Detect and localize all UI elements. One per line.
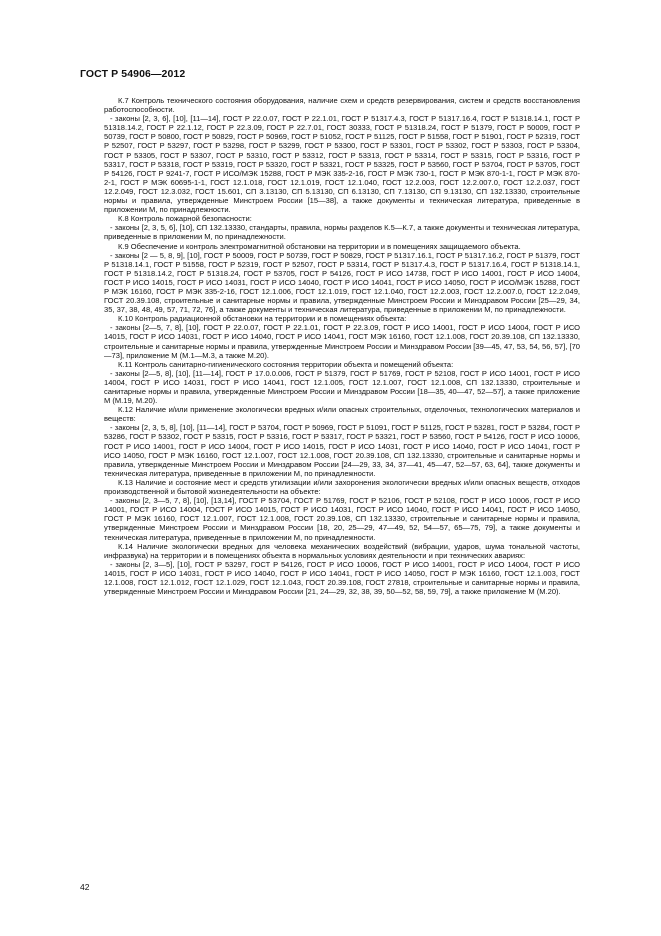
paragraph-k8-body: - законы [2, 3, 5, 6], [10], СП 132.13330, стандарты, правила, нормы разделов К.5—К.7, а также документы и техническая литература, приведенные в приложении М, по принадлежности. xyxy=(104,223,580,242)
page-number: 42 xyxy=(80,882,90,892)
paragraph-k10-title: К.10 Контроль радиационной обстановки на территории и в помещениях объекта: xyxy=(118,314,407,324)
document-header: ГОСТ Р 54906—2012 xyxy=(80,68,186,80)
paragraph-k7-title: К.7 Контроль технического состояния оборудования, наличие схем и средств резервирования, систем и средств восстановления работоспособности. xyxy=(104,96,580,115)
paragraph-k9-body: - законы [2 — 5, 8, 9], [10], ГОСТ Р 50009, ГОСТ Р 50739, ГОСТ Р 50829, ГОСТ Р 51317.16.1, ГОСТ Р 51317.16.2, ГОСТ Р 51379, ГОСТ Р 51318.14.1, ГОСТ Р 51558, ГОСТ Р 52319, ГОСТ Р 52507, ГОСТ Р 53314, ГОСТ Р 51317.4.3, ГОСТ Р 51317.16.4, ГОСТ Р 51318.14.1, ГОСТ Р 51318.14.2, ГОСТ Р 51318.24, ГОСТ Р 53705, ГОСТ Р 54126, ГОСТ Р ИСО 14738, ГОСТ Р ИСО 14001, ГОСТ Р ИСО 14004, ГОСТ Р ИСО 14015, ГОСТ Р ИСО 14031, ГОСТ Р ИСО 14040, ГОСТ Р ИСО 14041, ГОСТ Р ИСО 14050, ГОСТ Р ИСО/МЭК 15288, ГОСТ Р МЭК 16160, ГОСТ Р МЭК 335-2-16, ГОСТ 12.1.006, ГОСТ 12.1.019, ГОСТ 12.1.040, ГОСТ 12.2.003, ГОСТ 12.2.007.0, ГОСТ 12.2.049, ГОСТ 20.39.108, строительные и санитарные нормы и правила, утвержденные Минстроем России и Минздравом России [25—29, 34, 35, 37, 38, 48, 49, 57, 71, 72, 76], а также документы и техническая литература, приведенные в приложении М, по принадлежности. xyxy=(104,250,580,315)
paragraph-k12-body: - законы [2, 3, 5, 8], [10], [11—14], ГОСТ Р 53704, ГОСТ Р 50969, ГОСТ Р 51091, ГОСТ Р 51125, ГОСТ Р 53281, ГОСТ Р 53284, ГОСТ Р 53286, ГОСТ Р 53302, ГОСТ Р 53315, ГОСТ Р 53316, ГОСТ Р 53317, ГОСТ Р 53321, ГОСТ Р 53560, ГОСТ Р 54126, ГОСТ Р ИСО 10006, ГОСТ Р ИСО 14001, ГОСТ Р ИСО 14004, ГОСТ Р ИСО 14015, ГОСТ Р ИСО 14031, ГОСТ Р ИСО 14040, ГОСТ Р ИСО 14041, ГОСТ Р ИСО 14050, ГОСТ Р МЭК 16160, ГОСТ 12.1.007, ГОСТ 12.1.008, ГОСТ 20.39.108, СП 132.13330, строительные и санитарные нормы и правила, утвержденные Минстроем России и Минздравом России [24—29, 33, 34, 37—41, 45—47, 52—57, 63, 64], также документы и техническая литература, приведенные в приложении М, по принадлежности. xyxy=(104,423,580,478)
paragraph-k14-body: - законы [2, 3—5], [10], ГОСТ Р 53297, ГОСТ Р 54126, ГОСТ Р ИСО 10006, ГОСТ Р ИСО 14001, ГОСТ Р ИСО 14004, ГОСТ Р ИСО 14015, ГОСТ Р ИСО 14031, ГОСТ Р ИСО 14040, ГОСТ Р ИСО 14041, ГОСТ Р ИСО 14050, ГОСТ Р МЭК 16160, ГОСТ 12.1.003, ГОСТ 12.1.008, ГОСТ 12.1.012, ГОСТ 12.1.029, ГОСТ 12.1.043, ГОСТ 20.39.108, ГОСТ 27818, строительные и санитарные нормы и правила, утвержденные Минстроем России и Минздравом России [21, 24—29, 32, 38, 39, 50—52, 58, 59, 79], а также приложение М (М.20). xyxy=(104,559,580,597)
paragraph-k9-title: К.9 Обеспечение и контроль электромагнитной обстановки на территории и в помещениях защищаемого объекта. xyxy=(118,241,521,251)
paragraph-k13-body: - законы [2, 3—5, 7, 8], [10], [13,14], ГОСТ Р 53704, ГОСТ Р 51769, ГОСТ Р 52106, ГОСТ Р 52108, ГОСТ Р ИСО 10006, ГОСТ Р ИСО 14001, ГОСТ Р ИСО 14004, ГОСТ Р ИСО 14015, ГОСТ Р ИСО 14031, ГОСТ Р ИСО 14040, ГОСТ Р ИСО 14041, ГОСТ Р ИСО 14050, ГОСТ Р МЭК 16160, ГОСТ 12.1.007, ГОСТ 12.1.008, ГОСТ 20.39.108, СП 132.13330, строительные и санитарные нормы и правила, утвержденные Минстроем России и Минздравом России [18, 20, 25—29, 47—49, 52, 54—57, 65—75, 79], а также документы и техническая литература, приведенные в приложении М, по принадлежности. xyxy=(104,496,580,542)
paragraph-k13-title: К.13 Наличие и состояние мест и средств утилизации и/или захоронения экологически вредных и/или опасных веществ, отходов производственной и бытовой жизнедеятельности на объекте: xyxy=(104,477,580,497)
paragraph-k14-title: К.14 Наличие экологически вредных для человека механических воздействий (вибрации, ударов, шума тональной частоты, инфразвука) на территории и в помещениях объекта в нормальных условиях деятельности и при технических авариях: xyxy=(104,541,580,560)
paragraph-k12-title: К.12 Наличие и/или применение экологически вредных и/или опасных строительных, отделочных, технологических материалов и веществ: xyxy=(104,405,580,424)
paragraph-k11-title: К.11 Контроль санитарно-гигиенического состояния территории объекта и помещений объекта: xyxy=(118,359,454,369)
paragraph-k7-body: - законы [2, 3, 6], [10], [11—14], ГОСТ Р 22.0.07, ГОСТ Р 22.1.01, ГОСТ Р 51317.4.3, ГОСТ Р 51317.16.4, ГОСТ Р 51318.14.1, ГОСТ Р 51318.14.2, ГОСТ Р 22.1.12, ГОСТ Р 22.3.09, ГОСТ Р 22.7.01, ГОСТ 30333, ГОСТ Р 51318.24, ГОСТ Р 51379, ГОСТ Р 50009, ГОСТ Р 50739, ГОСТ Р 50800, ГОСТ Р 50829, ГОСТ Р 50969, ГОСТ Р 51052, ГОСТ Р 51125, ГОСТ Р 51558, ГОСТ Р 51901, ГОСТ Р 52319, ГОСТ Р 52507, ГОСТ Р 53297, ГОСТ Р 53298, ГОСТ Р 53299, ГОСТ Р 53300, ГОСТ Р 53301, ГОСТ Р 53302, ГОСТ Р 53303, ГОСТ Р 53304, ГОСТ Р 53305, ГОСТ Р 53307, ГОСТ Р 53310, ГОСТ Р 53312, ГОСТ Р 53313, ГОСТ Р 53314, ГОСТ Р 53315, ГОСТ Р 53316, ГОСТ Р 53317, ГОСТ Р 53318, ГОСТ Р 53319, ГОСТ Р 53320, ГОСТ Р 53321, ГОСТ Р 53325, ГОСТ Р 53560, ГОСТ Р 53704, ГОСТ Р 53705, ГОСТ Р 54126, ГОСТ Р 9241-7, ГОСТ Р ИСО/МЭК 15288, ГОСТ Р МЭК 335-2-16, ГОСТ Р МЭК 730-1, ГОСТ Р МЭК 870-1-1, ГОСТ Р МЭК 870-2-1, ГОСТ Р МЭК 60695-1-1, ГОСТ 12.1.018, ГОСТ 12.1.019, ГОСТ 12.1.040, ГОСТ 12.2.003, ГОСТ 12.2.007.0, ГОСТ 12.2.037, ГОСТ 12.2.049, ГОСТ 12.3.032, ГОСТ 15.601, СП 3.13130, СП 5.13130, СП 6.13130, СП 7.13130, СП 9.13130, СП 132.13330, строительные нормы и правила, утвержденные Минстроем России [15—38], а также документы и техническая литература, приведенные в приложении М, по принадлежности. xyxy=(104,114,580,215)
paragraph-k8-title: К.8 Контроль пожарной безопасности: xyxy=(118,214,252,224)
paragraph-k11-body: - законы [2—5, 8], [10], [11—14], ГОСТ Р 17.0.0.006, ГОСТ Р 51379, ГОСТ Р 51769, ГОСТ Р 52108, ГОСТ Р ИСО 14001, ГОСТ Р ИСО 14004, ГОСТ Р ИСО 14031, ГОСТ Р ИСО 14041, ГОСТ 12.1.005, ГОСТ 12.1.007, ГОСТ 12.1.008, СП 132.13330, строительные и санитарные нормы и правила, утвержденные Минстроем России и Минздравом России [18—35, 40—47, 52—57], а также приложение М (М.19, М.20). xyxy=(104,368,580,406)
paragraph-k10-body: - законы [2—5, 7, 8], [10], ГОСТ Р 22.0.07, ГОСТ Р 22.1.01, ГОСТ Р 22.3.09, ГОСТ Р ИСО 14001, ГОСТ Р ИСО 14004, ГОСТ Р ИСО 14015, ГОСТ Р ИСО 14031, ГОСТ Р ИСО 14040, ГОСТ Р ИСО 14041, ГОСТ МЭК 16160, ГОСТ 12.1.008, ГОСТ 20.39.108, СП 132.13330, строительные и санитарные нормы и правила, утвержденные Минстроем России и Минздравом России [39—45, 47, 53, 54, 56, 57], [70—73], приложение М (М.1—М.3, а также М.20). xyxy=(104,323,580,360)
document-body xyxy=(104,96,580,596)
